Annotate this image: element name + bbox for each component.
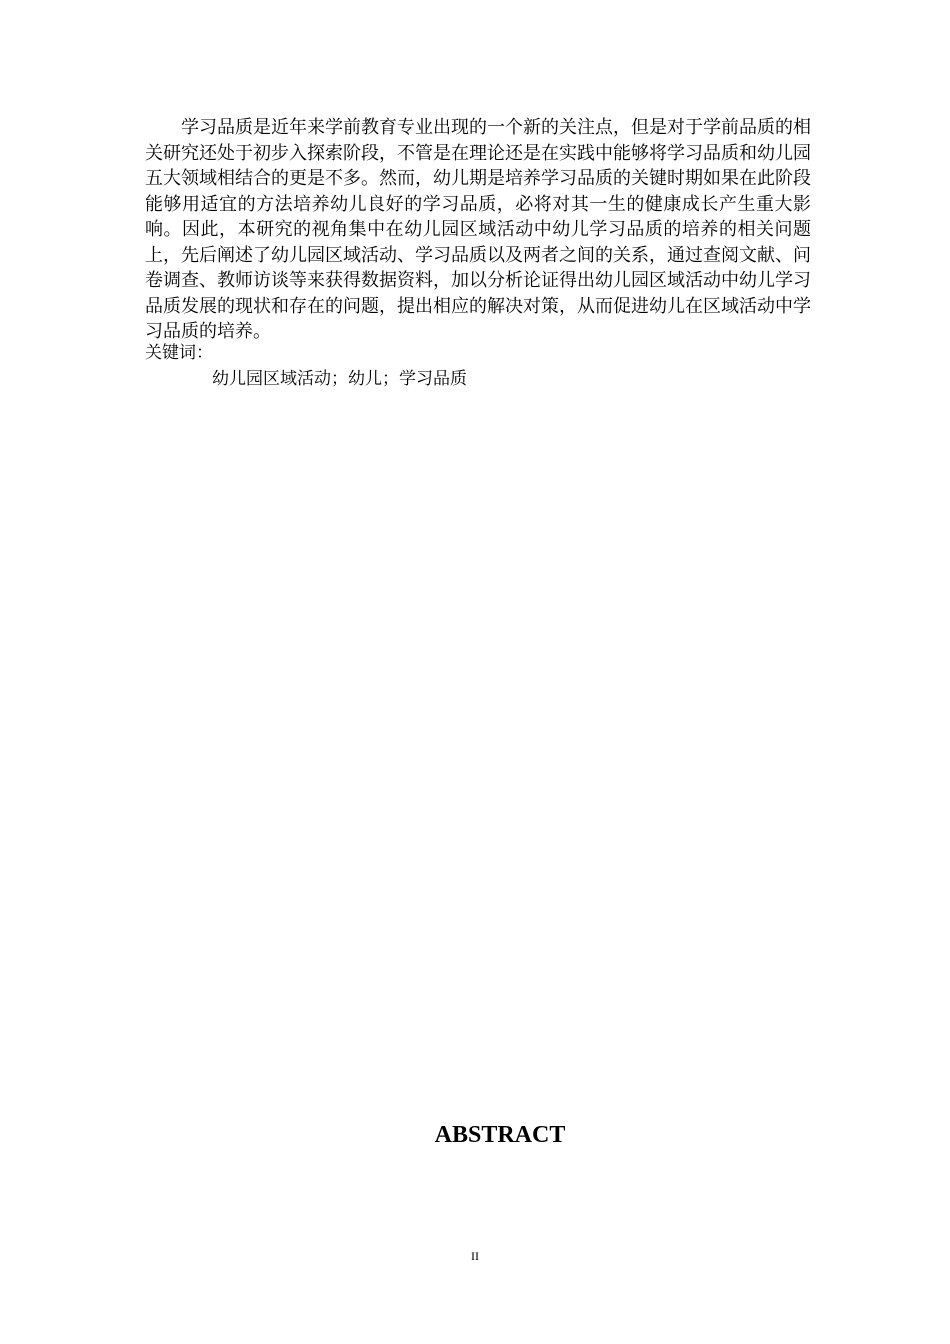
page-number: II — [471, 1249, 479, 1263]
keywords-list: 幼儿园区域活动；幼儿；学习品质 — [212, 369, 467, 389]
keywords-label: 关键词： — [145, 343, 213, 363]
abstract-body-text: 学习品质是近年来学前教育专业出现的一个新的关注点，但是对于学前品质的相关研究还处于初步入探索阶段，不管是在理论还是在实践中能够将学习品质和幼儿园五大领域相结合的更是不多。然而，幼儿期是培养学习品质的关键时期如果在此阶段能够用适宜的方法培养幼儿良好的学习品质，必将对其一生的健康成长产生重大影响。因此，本研究的视角集中在幼儿园区域活动中幼儿学习品质的培养的相关问题上，先后阐述了幼儿园区域活动、学习品质以及两者之间的关系，通过查阅文献、问卷调查、教师访谈等来获得数据资料，加以分析论证得出幼儿园区域活动中幼儿学习品质发展的现状和存在的问题，提出相应的解决对策，从而促进幼儿在区域活动中学习品质的培养。 — [145, 117, 811, 342]
english-abstract-heading: ABSTRACT — [434, 1122, 566, 1148]
